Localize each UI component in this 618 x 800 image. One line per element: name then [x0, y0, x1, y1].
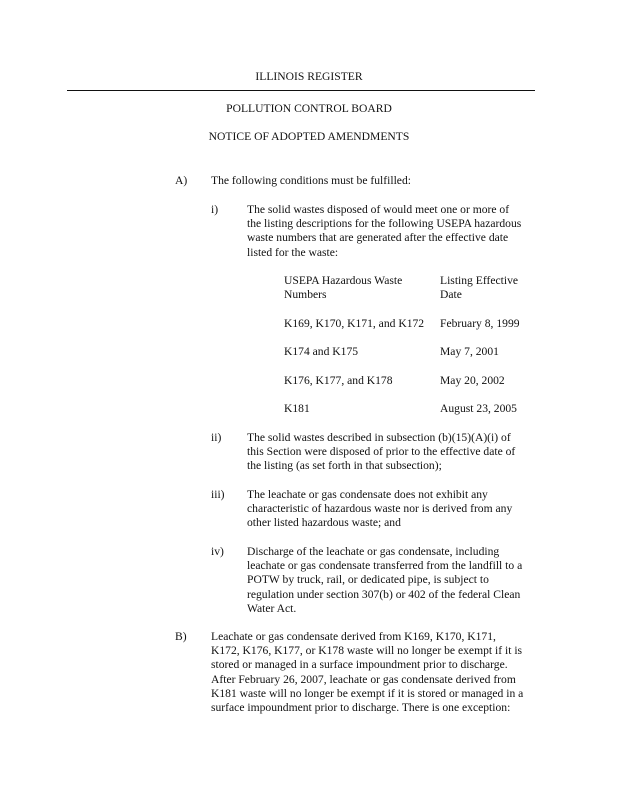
item-i-line: The solid wastes disposed of would meet one or more of [247, 203, 510, 216]
item-iii-line: other listed hazardous waste; and [247, 516, 401, 530]
item-iv-line: POTW by truck, rail, or dedicated pipe, is subject to [247, 573, 489, 587]
section-b-line: stored or managed in a surface impoundment prior to discharge. [211, 658, 508, 672]
item-ii-text [247, 431, 515, 474]
item-i-line: listed for the waste: [247, 245, 339, 259]
register-title: ILLINOIS REGISTER [255, 70, 363, 83]
section-b-line: After February 26, 2007, leachate or gas condensate derived from [211, 672, 516, 686]
table-row-date: February 8, 1999 [440, 317, 520, 330]
item-ii-line: The solid wastes described in subsection (b)(15)(A)(i) of [247, 431, 511, 444]
table-header-line: Date [440, 288, 462, 302]
section-b-line: Leachate or gas condensate derived from K169, K170, K171, [211, 630, 496, 643]
section-a-text: The following conditions must be fulfilled: [211, 174, 411, 187]
item-iv-line: Water Act. [247, 601, 297, 615]
notice-title: NOTICE OF ADOPTED AMENDMENTS [208, 130, 410, 143]
item-i-line: the listing descriptions for the following USEPA hazardous [247, 217, 522, 231]
table-row-date: May 20, 2002 [440, 374, 505, 387]
item-iv-label: iv) [211, 545, 224, 558]
table-row-date: August 23, 2005 [440, 402, 517, 415]
table-row-date: May 7, 2001 [440, 345, 499, 358]
table-row-numbers: K174 and K175 [284, 345, 359, 358]
item-iv-line: Discharge of the leachate or gas condensate, including [247, 545, 500, 558]
item-i-line: waste numbers that are generated after the effective date [247, 231, 509, 245]
item-iii-line: The leachate or gas condensate does not exhibit any [247, 488, 488, 501]
item-iii-line: characteristic of hazardous waste nor is derived from any [247, 502, 513, 516]
section-b-line: K181 waste will no longer be exempt if it is stored or managed in a [211, 686, 524, 700]
section-b-line: surface impoundment prior to discharge. There is one exception: [211, 701, 511, 715]
item-i-label: i) [211, 203, 219, 216]
header-divider [67, 90, 535, 91]
table-header-line: Numbers [284, 288, 327, 302]
table-col2-header [440, 274, 518, 302]
item-iii-label: iii) [211, 488, 225, 501]
item-iv-text [247, 545, 522, 616]
item-ii-line: this Section were disposed of prior to the effective date of [247, 445, 516, 459]
section-b-line: K172, K176, K177, or K178 waste will no longer be exempt if it is [211, 644, 523, 658]
board-title: POLLUTION CONTROL BOARD [226, 102, 392, 115]
section-b-text [211, 630, 523, 715]
table-col1-header [284, 274, 402, 302]
table-row-numbers: K176, K177, and K178 [284, 374, 393, 387]
item-iv-line: leachate or gas condensate transferred from the landfill to a [247, 559, 523, 573]
item-i-text [247, 203, 521, 260]
item-ii-line: the listing (as set forth in that subsection); [247, 459, 442, 473]
section-b-label: B) [175, 630, 187, 643]
item-ii-label: ii) [211, 431, 222, 444]
section-a-label: A) [175, 174, 188, 187]
table-row-numbers: K181 [284, 402, 310, 415]
table-header-line: USEPA Hazardous Waste [284, 274, 403, 287]
item-iii-text [247, 488, 512, 531]
table-row-numbers: K169, K170, K171, and K172 [284, 317, 425, 330]
item-iv-line: regulation under section 307(b) or 402 of the federal Clean [247, 587, 521, 601]
table-header-line: Listing Effective [440, 274, 519, 287]
